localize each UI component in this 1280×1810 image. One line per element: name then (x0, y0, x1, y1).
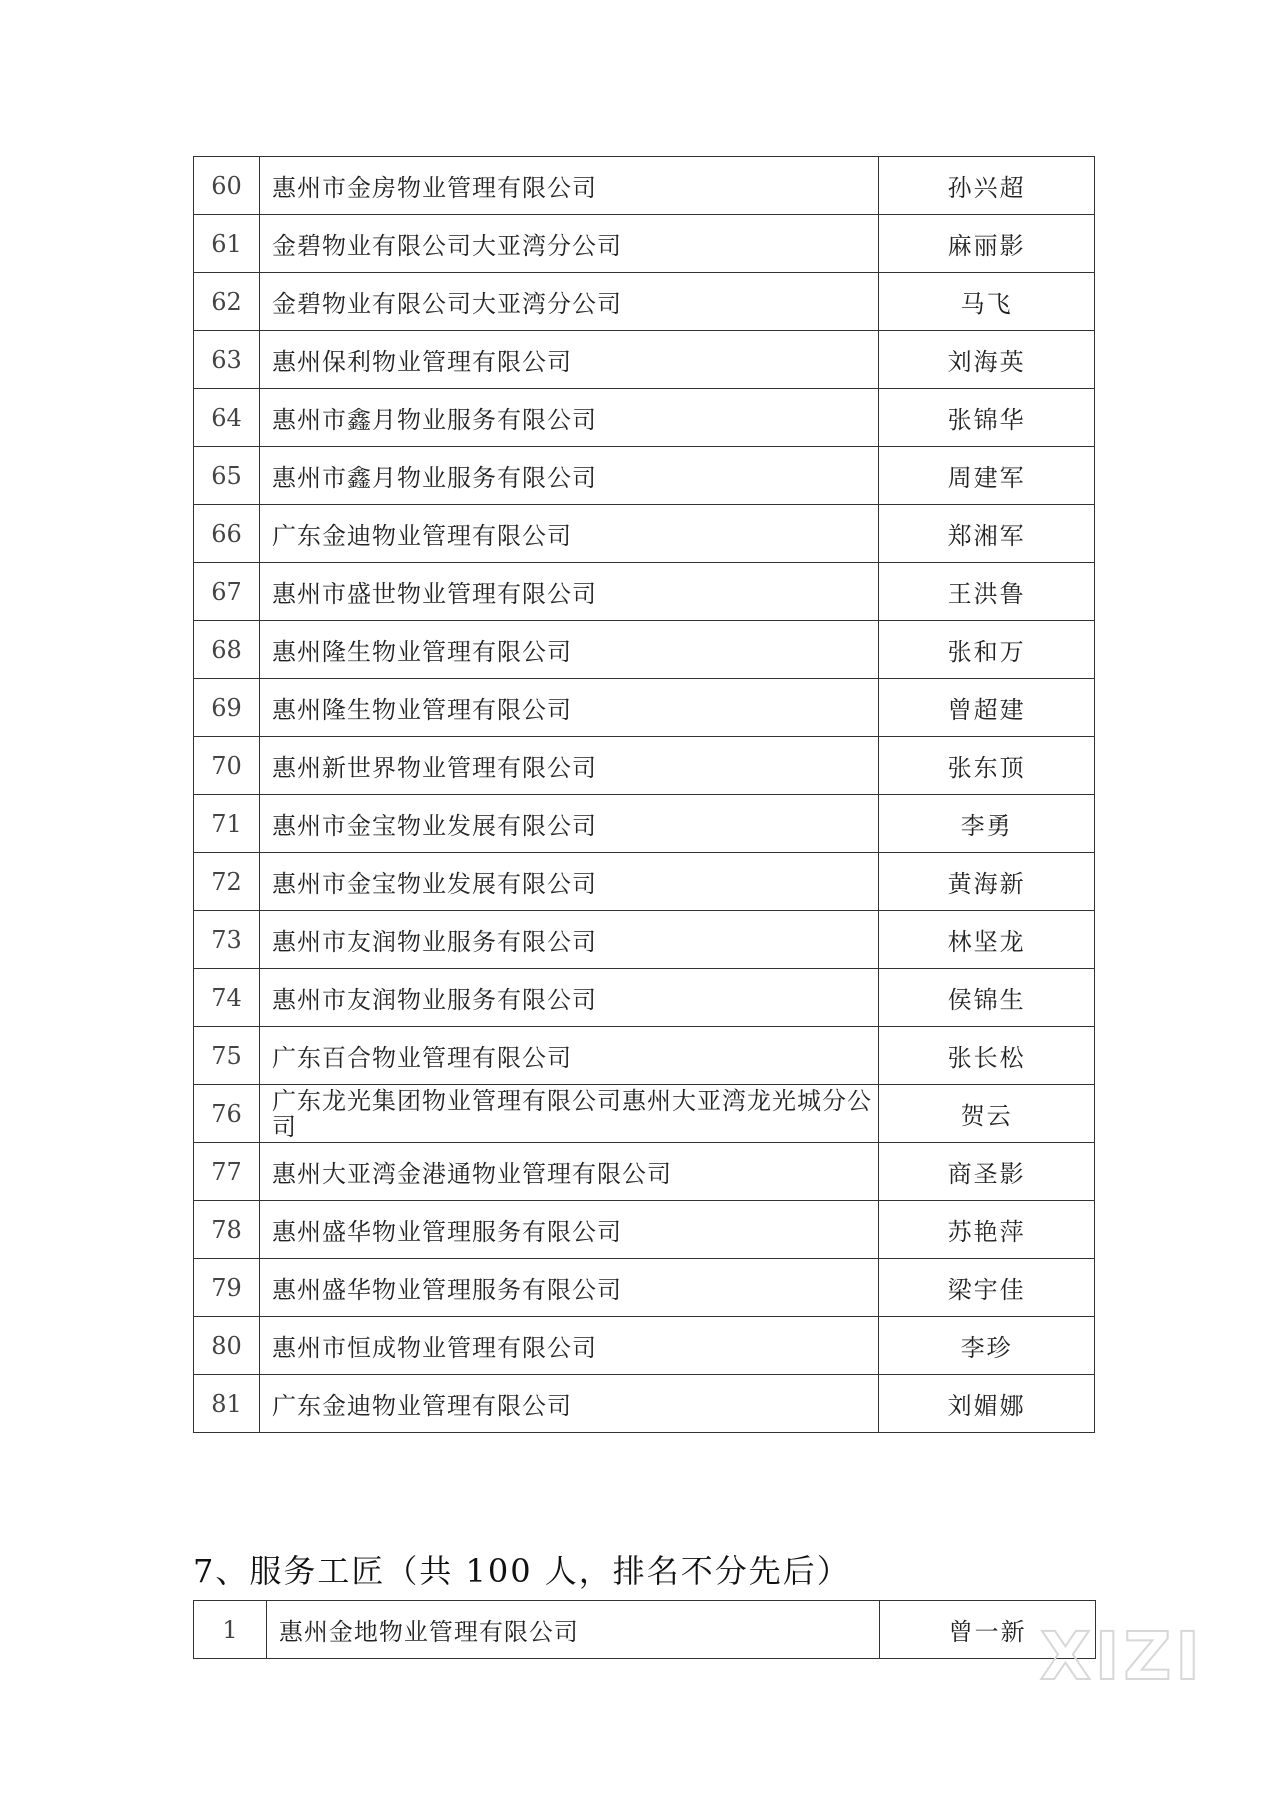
person-name: 李勇 (879, 795, 1095, 853)
row-number: 80 (194, 1317, 260, 1375)
table-row (194, 1259, 1095, 1317)
row-number: 64 (194, 389, 260, 447)
table-row (194, 1317, 1095, 1375)
person-name: 商圣影 (879, 1143, 1095, 1201)
table-row (194, 389, 1095, 447)
table-row (194, 679, 1095, 737)
row-number: 76 (194, 1085, 260, 1143)
company-name: 广东金迪物业管理有限公司 (259, 505, 878, 563)
table-row (194, 621, 1095, 679)
person-name: 曾一新 (880, 1601, 1096, 1659)
row-number: 75 (194, 1027, 260, 1085)
company-name: 惠州盛华物业管理服务有限公司 (259, 1201, 878, 1259)
table-row (194, 563, 1095, 621)
company-name: 惠州金地物业管理有限公司 (266, 1601, 879, 1659)
person-name: 刘海英 (879, 331, 1095, 389)
table-row (194, 157, 1095, 215)
company-name: 广东金迪物业管理有限公司 (259, 1375, 878, 1433)
person-name: 周建军 (879, 447, 1095, 505)
row-number: 69 (194, 679, 260, 737)
table-row (194, 447, 1095, 505)
table-row (194, 1375, 1095, 1433)
row-number: 70 (194, 737, 260, 795)
row-number: 65 (194, 447, 260, 505)
person-name: 张东顶 (879, 737, 1095, 795)
person-name: 曾超建 (879, 679, 1095, 737)
row-number: 67 (194, 563, 260, 621)
row-number: 66 (194, 505, 260, 563)
table-row (194, 1601, 1096, 1659)
company-name: 惠州新世界物业管理有限公司 (259, 737, 878, 795)
row-number: 1 (194, 1601, 267, 1659)
company-name: 惠州隆生物业管理有限公司 (259, 679, 878, 737)
row-number: 60 (194, 157, 260, 215)
table-row (194, 331, 1095, 389)
company-name: 惠州市友润物业服务有限公司 (259, 969, 878, 1027)
company-name: 惠州保利物业管理有限公司 (259, 331, 878, 389)
table-row (194, 795, 1095, 853)
row-number: 74 (194, 969, 260, 1027)
row-number: 81 (194, 1375, 260, 1433)
row-number: 68 (194, 621, 260, 679)
table-row (194, 737, 1095, 795)
table-row (194, 1201, 1095, 1259)
table-row (194, 505, 1095, 563)
company-name: 惠州市友润物业服务有限公司 (259, 911, 878, 969)
person-name: 梁宇佳 (879, 1259, 1095, 1317)
company-name: 广东百合物业管理有限公司 (259, 1027, 878, 1085)
row-number: 72 (194, 853, 260, 911)
person-name: 黄海新 (879, 853, 1095, 911)
row-number: 62 (194, 273, 260, 331)
person-name: 贺云 (879, 1085, 1095, 1143)
company-name: 惠州市盛世物业管理有限公司 (259, 563, 878, 621)
row-number: 77 (194, 1143, 260, 1201)
table-row (194, 911, 1095, 969)
table-row (194, 853, 1095, 911)
company-name: 惠州市鑫月物业服务有限公司 (259, 389, 878, 447)
row-number: 71 (194, 795, 260, 853)
row-number: 73 (194, 911, 260, 969)
person-name: 李珍 (879, 1317, 1095, 1375)
person-name: 林坚龙 (879, 911, 1095, 969)
company-name: 广东龙光集团物业管理有限公司惠州大亚湾龙光城分公司 (259, 1085, 878, 1143)
company-name: 惠州大亚湾金港通物业管理有限公司 (259, 1143, 878, 1201)
company-name: 惠州市金房物业管理有限公司 (259, 157, 878, 215)
row-number: 63 (194, 331, 260, 389)
company-name: 惠州市恒成物业管理有限公司 (259, 1317, 878, 1375)
company-name: 惠州市鑫月物业服务有限公司 (259, 447, 878, 505)
row-number: 79 (194, 1259, 260, 1317)
person-name: 孙兴超 (879, 157, 1095, 215)
person-name: 王洪鲁 (879, 563, 1095, 621)
person-name: 苏艳萍 (879, 1201, 1095, 1259)
person-name: 马飞 (879, 273, 1095, 331)
company-name: 金碧物业有限公司大亚湾分公司 (259, 273, 878, 331)
table-row (194, 969, 1095, 1027)
company-name: 惠州市金宝物业发展有限公司 (259, 795, 878, 853)
awardee-table (193, 156, 1095, 1433)
watermark-logo: XIZI (1040, 1618, 1204, 1695)
row-number: 61 (194, 215, 260, 273)
person-name: 张和万 (879, 621, 1095, 679)
table-row (194, 1085, 1095, 1143)
service-craftsman-table (193, 1600, 1096, 1659)
table-row (194, 1027, 1095, 1085)
person-name: 麻丽影 (879, 215, 1095, 273)
person-name: 刘媚娜 (879, 1375, 1095, 1433)
table-row (194, 1143, 1095, 1201)
company-name: 金碧物业有限公司大亚湾分公司 (259, 215, 878, 273)
table-row (194, 273, 1095, 331)
person-name: 侯锦生 (879, 969, 1095, 1027)
person-name: 张锦华 (879, 389, 1095, 447)
person-name: 郑湘军 (879, 505, 1095, 563)
section-heading: 7、服务工匠（共 100 人，排名不分先后） (193, 1552, 851, 1590)
company-name: 惠州隆生物业管理有限公司 (259, 621, 878, 679)
table-row (194, 215, 1095, 273)
company-name: 惠州盛华物业管理服务有限公司 (259, 1259, 878, 1317)
company-name: 惠州市金宝物业发展有限公司 (259, 853, 878, 911)
row-number: 78 (194, 1201, 260, 1259)
person-name: 张长松 (879, 1027, 1095, 1085)
